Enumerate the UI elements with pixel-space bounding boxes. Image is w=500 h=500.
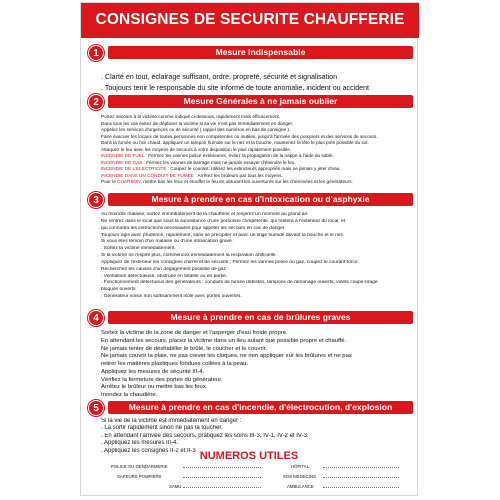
phone-label-hopital: HÔPITAL — [291, 464, 310, 469]
body-line: . En attendant l'arrivée des secours, pratiquez les soins III-3, IV-1, IV-2 et IV-3. — [101, 432, 309, 439]
phone-fill-line — [323, 477, 399, 478]
body-line: . Appliquez les mesures III-4. — [101, 440, 179, 447]
section-5-header — [88, 401, 413, 415]
section-1-body — [101, 72, 409, 94]
section-heading: Mesure à prendre en cas de brûlures graves — [108, 311, 413, 324]
section-2-body — [101, 114, 409, 186]
section-1-header — [88, 46, 413, 60]
body-line: Arrêtez le brûleur ou mettre bas les feux. — [101, 384, 208, 391]
body-line: Ne jamais couvrir la plaie, ne pas crever les cloques, ne rien appliquer sur les brûlures et ne pas — [101, 353, 352, 360]
phone-label-police: POLICE OU GENDARMERIE — [111, 464, 168, 469]
body-line: Dans tous les cas évitez de déplacer la victime si sa vie n'est pas immédiatement en danger. — [101, 120, 294, 126]
section-heading: Mesure à prendre en cas d'incendie, d'électrocution, d'explosion — [108, 401, 413, 414]
section-3-body — [101, 212, 409, 301]
fire-item-electricite: INCENDIE DE L'ELECTRICITE : Coupez le courant, utilisez les extincteurs appropriés mais ne jamais y jeter d'eau. — [101, 166, 341, 172]
body-line: Si vous êtes témoin d'un malaise ou d'une intoxication grave : — [101, 239, 235, 245]
fire-item-gaz: INCENDIE DE GAZ : Fermez les vannes de barrage mais ne jamais essayer d'éteindre le feu. — [101, 159, 296, 165]
section-number-badge: 3 — [88, 192, 104, 208]
body-line: Appelez les services d'urgences ou de sécurité ( rappel des numéros en bas de consigne ). — [101, 127, 291, 133]
body-line: Portez secours à la victime comme indiqué ci-dessous, rapidement mais efficacement. — [101, 114, 281, 119]
section-heading: Mesure Indispensable — [108, 46, 413, 59]
body-line: . La sortir rapidement sinon ne pas la toucher. — [101, 425, 223, 432]
body-line: qui connaîtra les instructions nécessaires pour appeler les secours en cas de danger. — [101, 225, 286, 231]
section-number-badge: 1 — [88, 45, 104, 61]
body-line: Appliquez les mesures de sécurité III-4. — [101, 368, 205, 375]
body-line: . Ventilation défectueuse, obstruée en totalité ou en partie. — [101, 273, 228, 279]
body-line: retirer les matières plastiques fondues collées à la peau. — [101, 361, 249, 367]
phone-label-samu: SAMU — [169, 484, 182, 489]
body-line: . Générateur voisin non suffisamment isolé avec portes ouvertes. — [101, 294, 242, 300]
phone-row — [111, 484, 401, 492]
body-line: . Sortez la victime immédiatement. — [101, 246, 176, 252]
numeros-utiles-heading: NUMEROS UTILES — [199, 450, 299, 462]
poster-title-bar — [81, 3, 419, 38]
body-line: En attendant les secours, placez la victime dans un lieu autant que possible propre et chauffé. — [101, 337, 347, 344]
phone-fill-line — [323, 487, 399, 488]
phone-fill-line — [323, 467, 399, 468]
body-line: Attaquez le feu avec les moyens de secours à votre disposition le plus rapidement possible. — [101, 146, 292, 152]
body-line: Si la victime ne respire plus, commencez immédiatement la respiration artificielle. — [101, 253, 277, 259]
fire-item-fuel: INCENDIE DE FUEL : Fermez les vannes police extérieures, évitez la propagation de la nappe à l'aide du sable. — [101, 153, 334, 159]
body-line: Faire évacuer les locaux de toutes personnes non compétentes ou inutiles, jusqu'à l'arrivée des pompiers et des services de secours. — [101, 133, 378, 139]
section-heading: Mesure Générales à ne jamais oublier — [108, 95, 413, 108]
safety-poster — [80, 2, 418, 496]
phone-row — [111, 474, 401, 482]
fire-item-charbon: Pour le CHARBON, mettre bas les feux et étouffer le feu en obturant les ouvertures sur les cheminées et les générateurs. — [101, 179, 353, 185]
body-line: Sortez la victime de la zone de danger et l'asperger d'eau froide propre. — [101, 330, 288, 336]
body-line: Dans la fumée ou l'air chaud, appliquez un tampon humide sur le nez et la bouche, maintenez la tête le plus près possible du sol. — [101, 140, 369, 146]
body-line: . Appliquez les consignes II-2 et II-3 — [101, 447, 196, 454]
body-line: . Clarté en tout, éclairage suffisant, ordre, propreté, sécurité et signalisation — [101, 73, 338, 81]
section-number-badge: 2 — [88, 94, 104, 110]
poster-title: CONSIGNES DE SECURITE CHAUFFERIE — [95, 11, 405, 28]
body-line: Au moindre malaise, sortez immédiatement de la chaufferie et respirez un moment au grand air. — [101, 212, 309, 217]
section-number-badge: 4 — [88, 310, 104, 326]
phone-row — [111, 464, 401, 472]
fire-item-conduit: INCENDIE DANS UN CONDUIT DE FUMEE : Arrêtez les brûleurs par tous les moyens. — [101, 172, 283, 178]
section-2-header — [88, 95, 413, 109]
body-line: Appliquez de l'extérieur les consignes d'arrêt et de sécurité : Fermez les vannes police ou gaz, coupez le courant force. — [101, 259, 359, 265]
body-line: Si la vie de la victime est immédiatement en danger : — [101, 418, 242, 424]
body-line: Toujours agis avec prudence, rapidement, sans se précipiter et avec un linge humide devant la bouche et le nez. — [101, 232, 345, 238]
section-4-header — [88, 311, 413, 325]
phone-label-sos-medecins: SOS MÉDECINS — [283, 474, 316, 479]
phone-fill-line — [183, 477, 261, 478]
body-line: bloqués ouverts — [101, 287, 136, 293]
body-line: Ne jamais tenter de déshabiller le brûlé, le coucher et le couvrir. — [101, 345, 268, 352]
body-line: . Fonctionnement défectueux des générateurs : conduits de fumée débistés, tampons de ramonage ouverts, volets coupe-tirage — [101, 280, 378, 286]
phone-fill-line — [183, 467, 261, 468]
body-line: Vérifiez la fermeture des portes du générateur. — [101, 376, 223, 383]
body-line: . Toujours tenir le responsable du site informé de toute anomalie, incident ou accident — [101, 84, 370, 92]
body-line: Recherchez les causes d'un dégagement possible de gaz : — [101, 266, 229, 272]
section-3-header — [88, 193, 413, 207]
section-4-body — [101, 330, 409, 400]
section-heading: Mesure à prendre en cas d'intoxication ou d'asphyxie — [108, 193, 413, 206]
phone-label-ambulance: AMBULANCE — [287, 484, 314, 489]
body-line: Inondez la chaudière. — [101, 392, 158, 398]
phone-fill-line — [183, 487, 261, 488]
phone-label-pompiers: SAPEURS POMPIERS — [117, 474, 162, 479]
section-number-badge: 5 — [88, 400, 104, 416]
body-line: Ne rentrez dans le local que sous la surveillance d'une personne compétente, qui restera à l'extérieur du local, et — [101, 218, 346, 224]
